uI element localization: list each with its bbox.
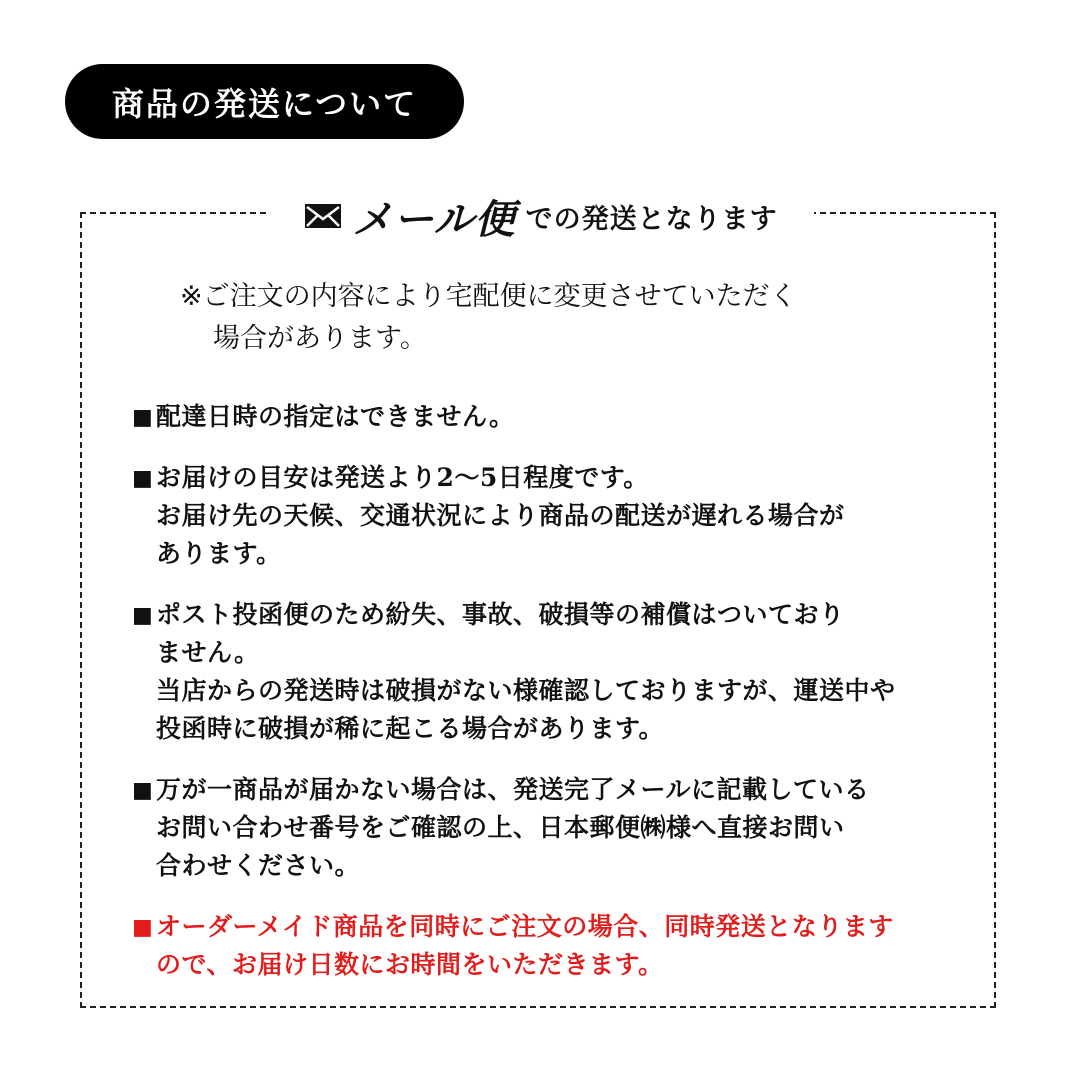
item-line: オーダーメイド商品を同時にご注文の場合、同時発送となります bbox=[156, 912, 894, 941]
square-bullet-icon: ■ bbox=[132, 465, 153, 491]
list-item-warning bbox=[132, 908, 982, 984]
notice-list bbox=[132, 398, 982, 1007]
item-line: お届け先の天候、交通状況により商品の配送が遅れる場合が bbox=[156, 501, 845, 530]
list-item bbox=[132, 459, 982, 573]
heading-sub: での発送となります bbox=[525, 203, 778, 235]
item-line: ポスト投函便のため紛失、事故、破損等の補償はついており bbox=[156, 600, 845, 629]
item-line: 合わせください。 bbox=[156, 851, 361, 880]
delivery-note bbox=[180, 276, 940, 360]
square-bullet-icon: ■ bbox=[132, 404, 153, 430]
square-bullet-icon: ■ bbox=[132, 777, 153, 803]
item-line: 万が一商品が届かない場合は、発送完了メールに記載している bbox=[156, 775, 870, 804]
section-title-badge bbox=[65, 64, 464, 139]
note-line-2: 場合があります。 bbox=[213, 323, 427, 354]
square-bullet-icon: ■ bbox=[132, 914, 153, 940]
item-line: 当店からの発送時は破損がない様確認しておりますが、運送中や bbox=[156, 676, 896, 705]
section-title: 商品の発送について bbox=[111, 84, 418, 123]
item-line: 配達日時の指定はできません。 bbox=[156, 402, 515, 431]
item-line: あります。 bbox=[156, 539, 282, 568]
item-line: お届けの目安は発送より2〜5日程度です。 bbox=[156, 463, 649, 492]
item-line: ので、お届け日数にお時間をいただきます。 bbox=[156, 950, 664, 979]
heading-main: メール便 bbox=[352, 196, 516, 243]
list-item bbox=[132, 398, 982, 436]
box-heading bbox=[268, 188, 814, 244]
list-item bbox=[132, 771, 982, 885]
item-line: ません。 bbox=[156, 638, 260, 667]
envelope-icon bbox=[304, 203, 342, 229]
square-bullet-icon: ■ bbox=[132, 602, 153, 628]
note-line-1: ※ご注文の内容により宅配便に変更させていただく bbox=[180, 281, 797, 312]
item-line: 投函時に破損が稀に起こる場合があります。 bbox=[156, 714, 665, 743]
list-item bbox=[132, 596, 982, 748]
item-line: お問い合わせ番号をご確認の上、日本郵便㈱様へ直接お問い bbox=[156, 813, 845, 842]
